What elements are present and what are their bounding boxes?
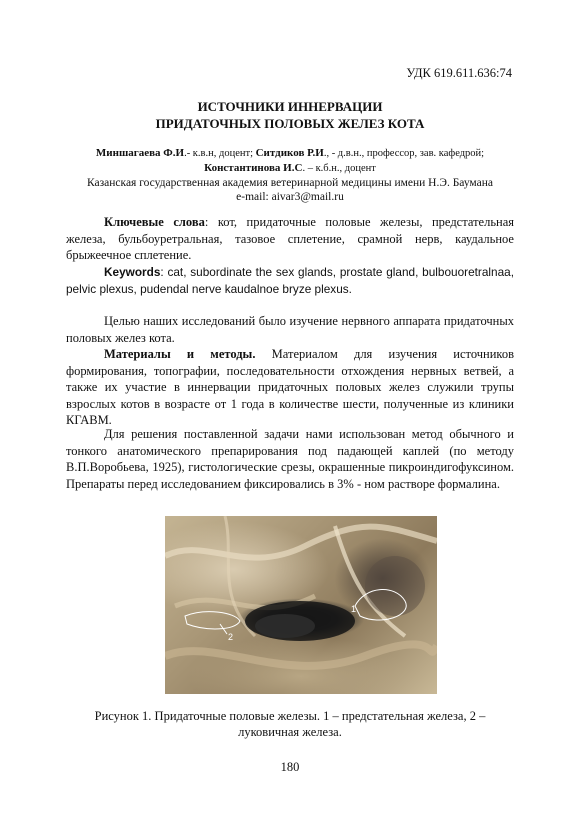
keywords-en-label: Keywords [104, 265, 161, 279]
author-2-info: ., - д.в.н., профессор, зав. кафедрой; [323, 148, 485, 159]
intro-paragraph: Целью наших исследований было изучение нервного аппарата придаточных половых желез кота. [66, 314, 514, 345]
photo-overlay [165, 516, 437, 694]
page-number: 180 [280, 760, 300, 774]
author-3-info: . – к.б.н., доцент [302, 163, 376, 174]
materials-paragraph [66, 346, 514, 429]
materials-label: Материалы и методы. [104, 347, 256, 361]
keywords-en-text: : cat, subordinate the sex glands, prostate gland, bulbouoretralnaa, pelvic plexus, pudendal nerve kaudalnoe bryze plexus. [66, 265, 514, 296]
author-1-info: .- к.в.н, доцент; [184, 148, 256, 159]
title-line-1: ИСТОЧНИКИ ИННЕРВАЦИИ [197, 99, 383, 114]
title-line-2: ПРИДАТОЧНЫХ ПОЛОВЫХ ЖЕЛЕЗ КОТА [155, 116, 425, 131]
figure-caption: Рисунок 1. Придаточные половые железы. 1 – предстательная железа, 2 – луковичная железа. [94, 709, 486, 739]
author-2-name: Ситдиков Р.И [255, 147, 324, 159]
task-paragraph: Для решения поставленной задачи нами использован метод обычного и тонкого анатомического препарирования под падающей каплей (по методу В.П.Воробьева, 1925), гистологические срезы, окрашенные пикроиндигофуксином. Препараты перед исследованием фиксировались в 3% - ном растворе формалина. [66, 427, 514, 491]
affiliation: Казанская государственная академия ветеринарной медицины имени Н.Э. Баумана [87, 177, 493, 189]
figure-label-2: 2 [228, 632, 234, 642]
keywords-ru-text: : кот, придаточные половые железы, предстательная железа, бульбоуретральная, тазовое сплетение, срамной нерв, каудальное брыжеечное сплетение. [66, 215, 515, 262]
author-1-name: Миншагаева Ф.И [95, 147, 185, 159]
anatomy-photo [165, 516, 437, 694]
materials-text: Материалом для изучения источников формирования, топографии, последовательности отхождения нервных ветвей, а также их участие в иннервации придаточных половых желез служили трупы взрослых котов в возрасте от 1 года в количестве шести, полученные из клиники КГАВМ. [66, 347, 515, 427]
figure-label-1: 1 [351, 604, 357, 614]
keywords-en [66, 264, 514, 297]
keywords-ru [66, 214, 514, 264]
authors-block [66, 146, 514, 176]
udk-code: УДК 619.611.636:74 [406, 66, 512, 80]
author-3-name: Константинова И.С [204, 162, 303, 174]
email: e-mail: aivar3@mail.ru [236, 191, 344, 203]
keywords-ru-label: Ключевые слова [104, 215, 205, 229]
